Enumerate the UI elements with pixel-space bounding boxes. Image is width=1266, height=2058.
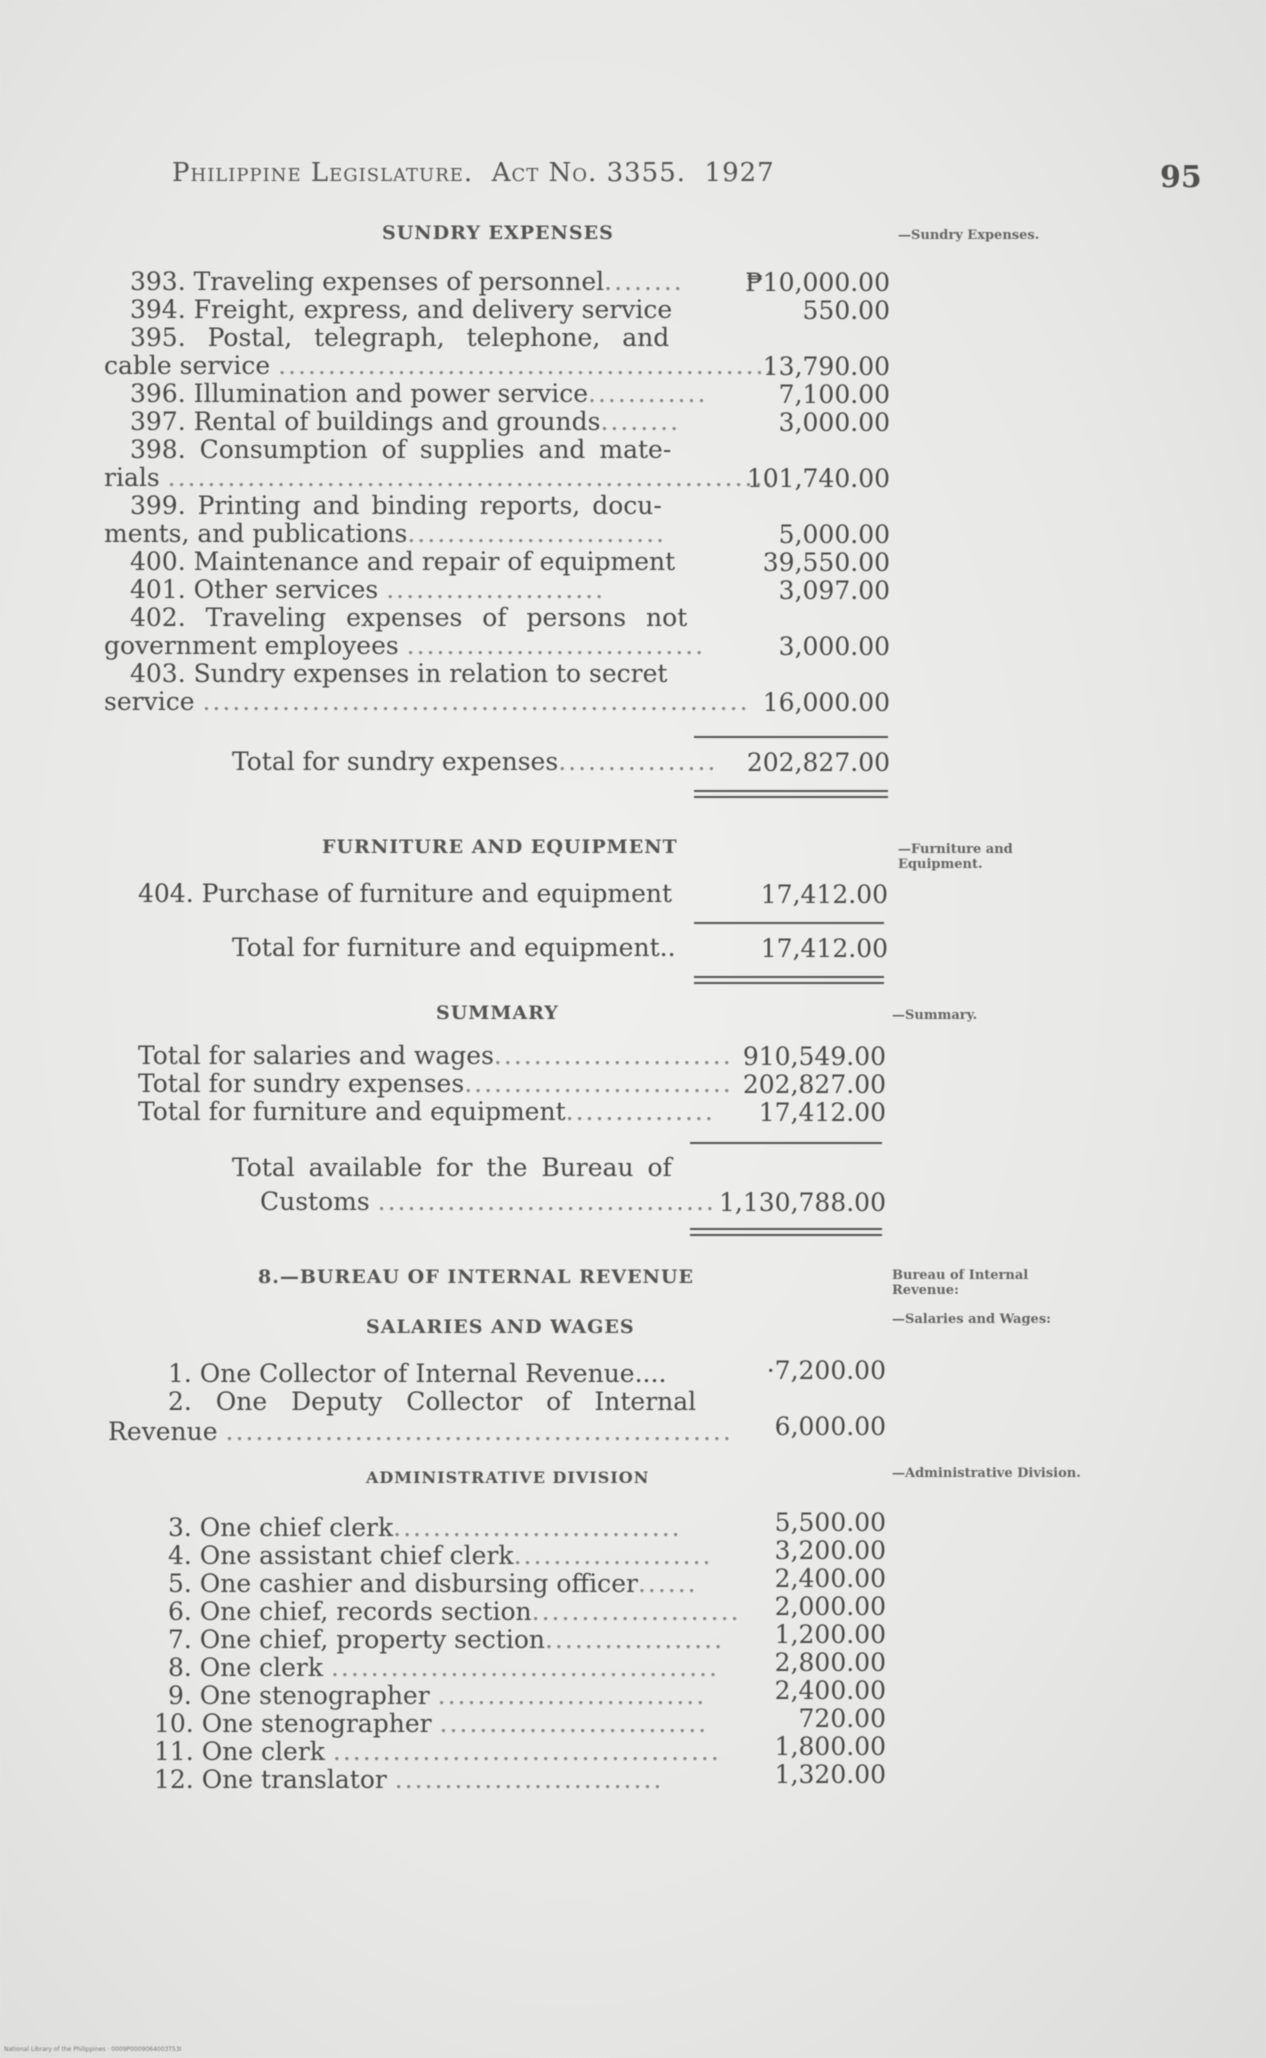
admin-item: 9. One stenographer ........................... xyxy=(168,1681,707,1710)
double-rule xyxy=(694,976,884,978)
admin-amount: 2,000.00 xyxy=(774,1592,886,1621)
sundry-item-cont: ments, and publications.......................... xyxy=(104,519,666,548)
double-rule xyxy=(694,796,888,798)
sundry-amount: 7,100.00 xyxy=(778,380,890,409)
admin-item: 6. One chief, records section..................... xyxy=(168,1597,741,1626)
summary-heading: SUMMARY xyxy=(436,1002,559,1024)
bureau-item: 1. One Collector of Internal Revenue.... xyxy=(168,1359,667,1388)
admin-item: 11. One clerk ....................................... xyxy=(154,1737,721,1766)
running-header xyxy=(172,158,775,188)
header-title: Philippine Legislature. xyxy=(172,158,474,188)
summary-row: Total for salaries and wages........................ xyxy=(138,1041,733,1070)
total-rule xyxy=(694,922,884,924)
total-rule xyxy=(694,736,888,738)
admin-item: 5. One cashier and disbursing officer...... xyxy=(168,1569,698,1598)
bureau-item-cont: Revenue ................................................... xyxy=(108,1417,733,1446)
summary-amount: 17,412.00 xyxy=(758,1098,886,1127)
furniture-total-label: Total for furniture and equipment.. xyxy=(232,933,676,962)
summary-total-label: Total available for the Bureau of xyxy=(232,1153,672,1182)
sundry-item: 394. Freight, express, and delivery service xyxy=(130,295,673,324)
admin-amount: 2,400.00 xyxy=(774,1676,886,1705)
sundry-amount: 13,790.00 xyxy=(762,352,890,381)
summary-row: Total for sundry expenses........................... xyxy=(138,1069,733,1098)
bureau-side-note: Bureau of Internal Revenue: xyxy=(892,1268,1029,1298)
admin-side-note: —Administrative Division. xyxy=(892,1466,1081,1481)
summary-amount: 910,549.00 xyxy=(742,1042,886,1071)
summary-side-note: —Summary. xyxy=(892,1008,978,1023)
sundry-item-cont: government employees .............................. xyxy=(104,631,706,660)
admin-item: 8. One clerk ....................................... xyxy=(168,1653,719,1682)
sundry-item: 399. Printing and binding reports, docu- xyxy=(130,491,662,520)
sundry-amount: ₱10,000.00 xyxy=(745,268,890,297)
sundry-item: 395. Postal, telegraph, telephone, and xyxy=(130,323,670,352)
sundry-side-note: —Sundry Expenses. xyxy=(898,228,1040,243)
sundry-item: 396. Illumination and power service............ xyxy=(130,379,708,408)
admin-amount: 5,500.00 xyxy=(774,1508,886,1537)
header-act: Act No. 3355. xyxy=(491,158,687,188)
sundry-amount: 3,097.00 xyxy=(778,576,890,605)
sundry-item: 397. Rental of buildings and grounds........ xyxy=(130,407,681,436)
scan-footer: National Library of the Philippines · 0009P0009064003T53I xyxy=(4,2046,182,2053)
sundry-item: 393. Traveling expenses of personnel........ xyxy=(130,267,684,296)
summary-row: Total for furniture and equipment............... xyxy=(138,1097,715,1126)
admin-heading: ADMINISTRATIVE DIVISION xyxy=(366,1468,650,1487)
sundry-amount: 39,550.00 xyxy=(762,548,890,577)
sundry-item-cont: service ....................................................... xyxy=(104,687,750,716)
admin-amount: 2,400.00 xyxy=(774,1564,886,1593)
furniture-amount: 17,412.00 xyxy=(760,880,888,909)
total-rule xyxy=(690,1142,882,1144)
header-year: 1927 xyxy=(704,158,775,188)
salaries-side-note: —Salaries and Wages: xyxy=(892,1312,1051,1327)
summary-amount: 202,827.00 xyxy=(742,1070,886,1099)
page-number: 95 xyxy=(1160,160,1202,195)
summary-total-label-cont: Customs .................................. xyxy=(260,1187,716,1216)
sundry-item: 403. Sundry expenses in relation to secret xyxy=(130,659,668,688)
furniture-side-note: —Furniture and Equipment. xyxy=(898,842,1013,872)
admin-amount: 2,800.00 xyxy=(774,1648,886,1677)
sundry-item-cont: cable service .................................................. xyxy=(104,351,776,380)
admin-item: 7. One chief, property section.................. xyxy=(168,1625,725,1654)
summary-total: 1,130,788.00 xyxy=(719,1188,886,1217)
admin-amount: 1,200.00 xyxy=(774,1620,886,1649)
admin-item: 12. One translator ........................... xyxy=(154,1765,664,1794)
sundry-item: 402. Traveling expenses of persons not xyxy=(130,603,688,632)
sundry-item: 401. Other services ...................... xyxy=(130,575,606,604)
admin-amount: 720.00 xyxy=(798,1704,886,1733)
salaries-heading: SALARIES AND WAGES xyxy=(366,1316,635,1338)
sundry-amount: 101,740.00 xyxy=(746,464,890,493)
furniture-heading: FURNITURE AND EQUIPMENT xyxy=(322,836,678,858)
sundry-total-label: Total for sundry expenses................ xyxy=(232,747,718,776)
furniture-total: 17,412.00 xyxy=(760,934,888,963)
bureau-amount: ·7,200.00 xyxy=(766,1356,886,1385)
sundry-total: 202,827.00 xyxy=(746,748,890,777)
admin-item: 4. One assistant chief clerk.................... xyxy=(168,1541,713,1570)
sundry-amount: 5,000.00 xyxy=(778,520,890,549)
sundry-amount: 3,000.00 xyxy=(778,632,890,661)
bureau-amount: 6,000.00 xyxy=(774,1412,886,1441)
sundry-amount: 16,000.00 xyxy=(762,688,890,717)
sundry-heading: SUNDRY EXPENSES xyxy=(382,222,614,244)
double-rule xyxy=(690,1234,882,1236)
double-rule xyxy=(694,790,888,792)
admin-item: 10. One stenographer ........................... xyxy=(154,1709,709,1738)
admin-amount: 1,800.00 xyxy=(774,1732,886,1761)
admin-amount: 1,320.00 xyxy=(774,1760,886,1789)
furniture-item: 404. Purchase of furniture and equipment xyxy=(138,879,673,908)
bureau-heading: 8.—BUREAU OF INTERNAL REVENUE xyxy=(258,1266,694,1288)
sundry-amount: 550.00 xyxy=(802,296,890,325)
sundry-item: 398. Consumption of supplies and mate- xyxy=(130,435,672,464)
sundry-item: 400. Maintenance and repair of equipment xyxy=(130,547,676,576)
admin-amount: 3,200.00 xyxy=(774,1536,886,1565)
double-rule xyxy=(694,982,884,984)
admin-item: 3. One chief clerk............................. xyxy=(168,1513,682,1542)
bureau-item: 2. One Deputy Collector of Internal xyxy=(168,1387,697,1416)
double-rule xyxy=(690,1228,882,1230)
sundry-amount: 3,000.00 xyxy=(778,408,890,437)
sundry-item-cont: rials ............................................................. xyxy=(104,463,775,492)
